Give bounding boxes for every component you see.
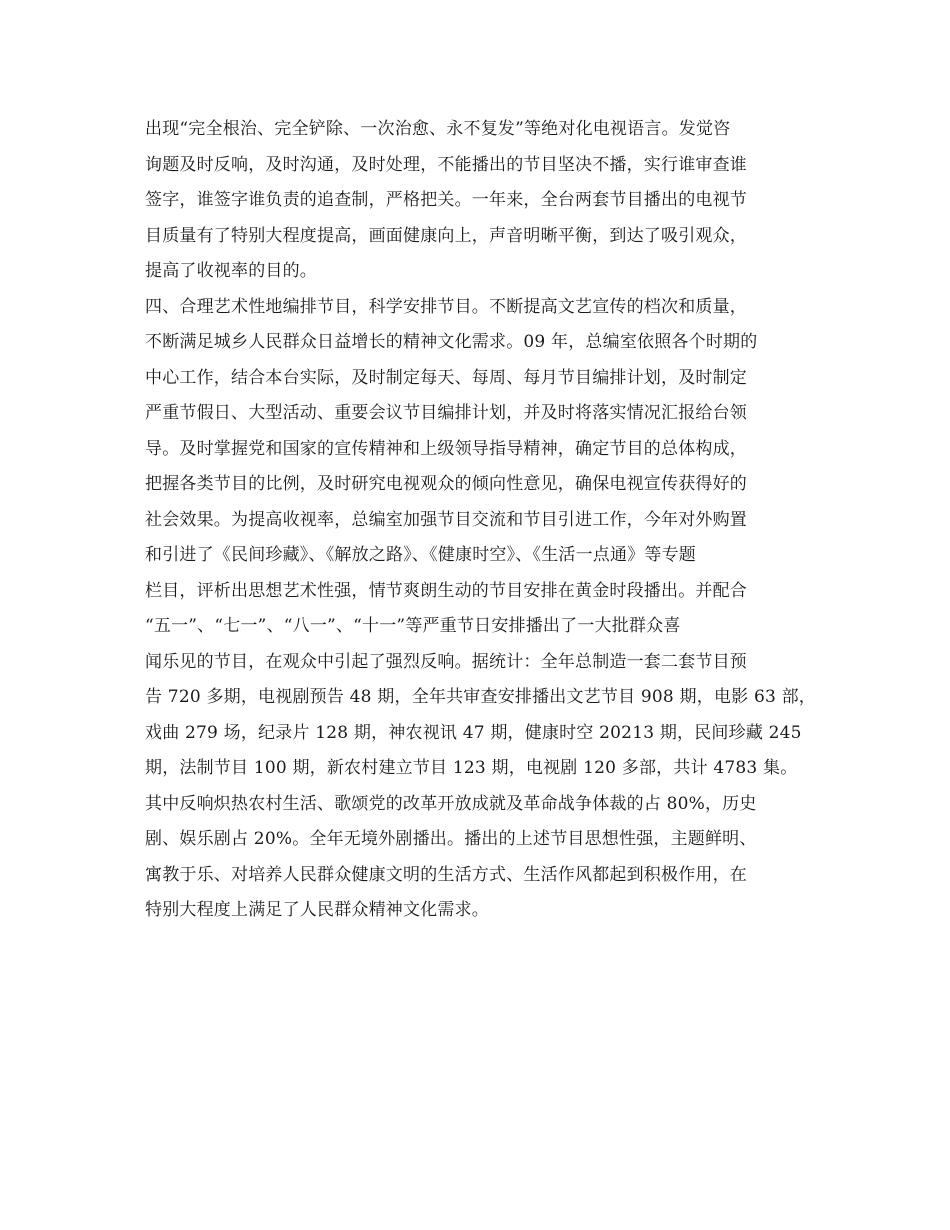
- text-line: 闻乐见的节目，在观众中引起了强烈反响。据统计：全年总制造一套二套节目预: [145, 651, 747, 672]
- text-line: 把握各类节目的比例，及时研究电视观众的倾向性意见，确保电视宣传获得好的: [145, 474, 747, 494]
- text-line: 和引进了《民间珍藏》、《解放之路》、《健康时空》、《生活一点通》等专题: [145, 545, 696, 565]
- text-line: 严重节假日、大型活动、重要会议节目编排计划，并及时将落实情况汇报给台领: [145, 403, 747, 423]
- text-line: 其中反响炽热农村生活、歌颂党的改革开放成就及革命战争体裁的占 80%，历史: [145, 793, 757, 814]
- text-line: 导。及时掌握党和国家的宣传精神和上级领导指导精神，确定节目的总体构成，: [145, 438, 747, 459]
- text-line: 提高了收视率的目的。: [145, 261, 317, 281]
- body-text: [145, 118, 835, 935]
- text-line: 出现“完全根治、完全铲除、一次治愈、永不复发”等绝对化电视语言。发觉咨: [145, 119, 731, 139]
- text-line: 栏目，评析出思想艺术性强，情节爽朗生动的节目安排在黄金时段播出。并配合: [145, 580, 747, 601]
- text-line: 剧、娱乐剧占 20%。全年无境外剧播出。播出的上述节目思想性强，主题鲜明、: [145, 829, 757, 849]
- text-line: 戏曲 279 场，纪录片 128 期，神农视讯 47 期，健康时空 20213 期，民间珍藏 245: [145, 722, 802, 743]
- text-line: 中心工作，结合本台实际，及时制定每天、每周、每月节目编排计划，及时制定: [145, 367, 747, 388]
- text-line: 期，法制节目 100 期，新农村建立节目 123 期，电视剧 120 多部，共计 4783 集。: [145, 758, 798, 778]
- text-line: 签字，谁签字谁负责的追查制，严格把关。一年来，全台两套节目播出的电视节: [145, 190, 747, 210]
- text-line: 目质量有了特别大程度提高，画面健康向上，声音明晰平衡，到达了吸引观众，: [145, 225, 747, 246]
- text-line: 询题及时反响，及时沟通，及时处理，不能播出的节目坚决不播，实行谁审查谁: [145, 154, 747, 175]
- text-line: 不断满足城乡人民群众日益增长的精神文化需求。09 年，总编室依照各个时期的: [145, 332, 758, 352]
- text-line: 社会效果。为提高收视率，总编室加强节目交流和节目引进工作，今年对外购置: [145, 509, 747, 530]
- text-line: “五一”、“七一”、“八一”、“十一”等严重节日安排播出了一大批群众喜: [145, 616, 681, 636]
- text-line: 告 720 多期，电视剧预告 48 期，全年共审查安排播出文艺节目 908 期，电影 63 部，: [145, 687, 816, 707]
- text-line: 特别大程度上满足了人民群众精神文化需求。: [145, 900, 489, 920]
- text-line: 寓教于乐、对培养人民群众健康文明的生活方式、生活作风都起到积极作用，在: [145, 864, 747, 885]
- text-line: 四、合理艺术性地编排节目，科学安排节目。不断提高文艺宣传的档次和质量，: [145, 296, 747, 317]
